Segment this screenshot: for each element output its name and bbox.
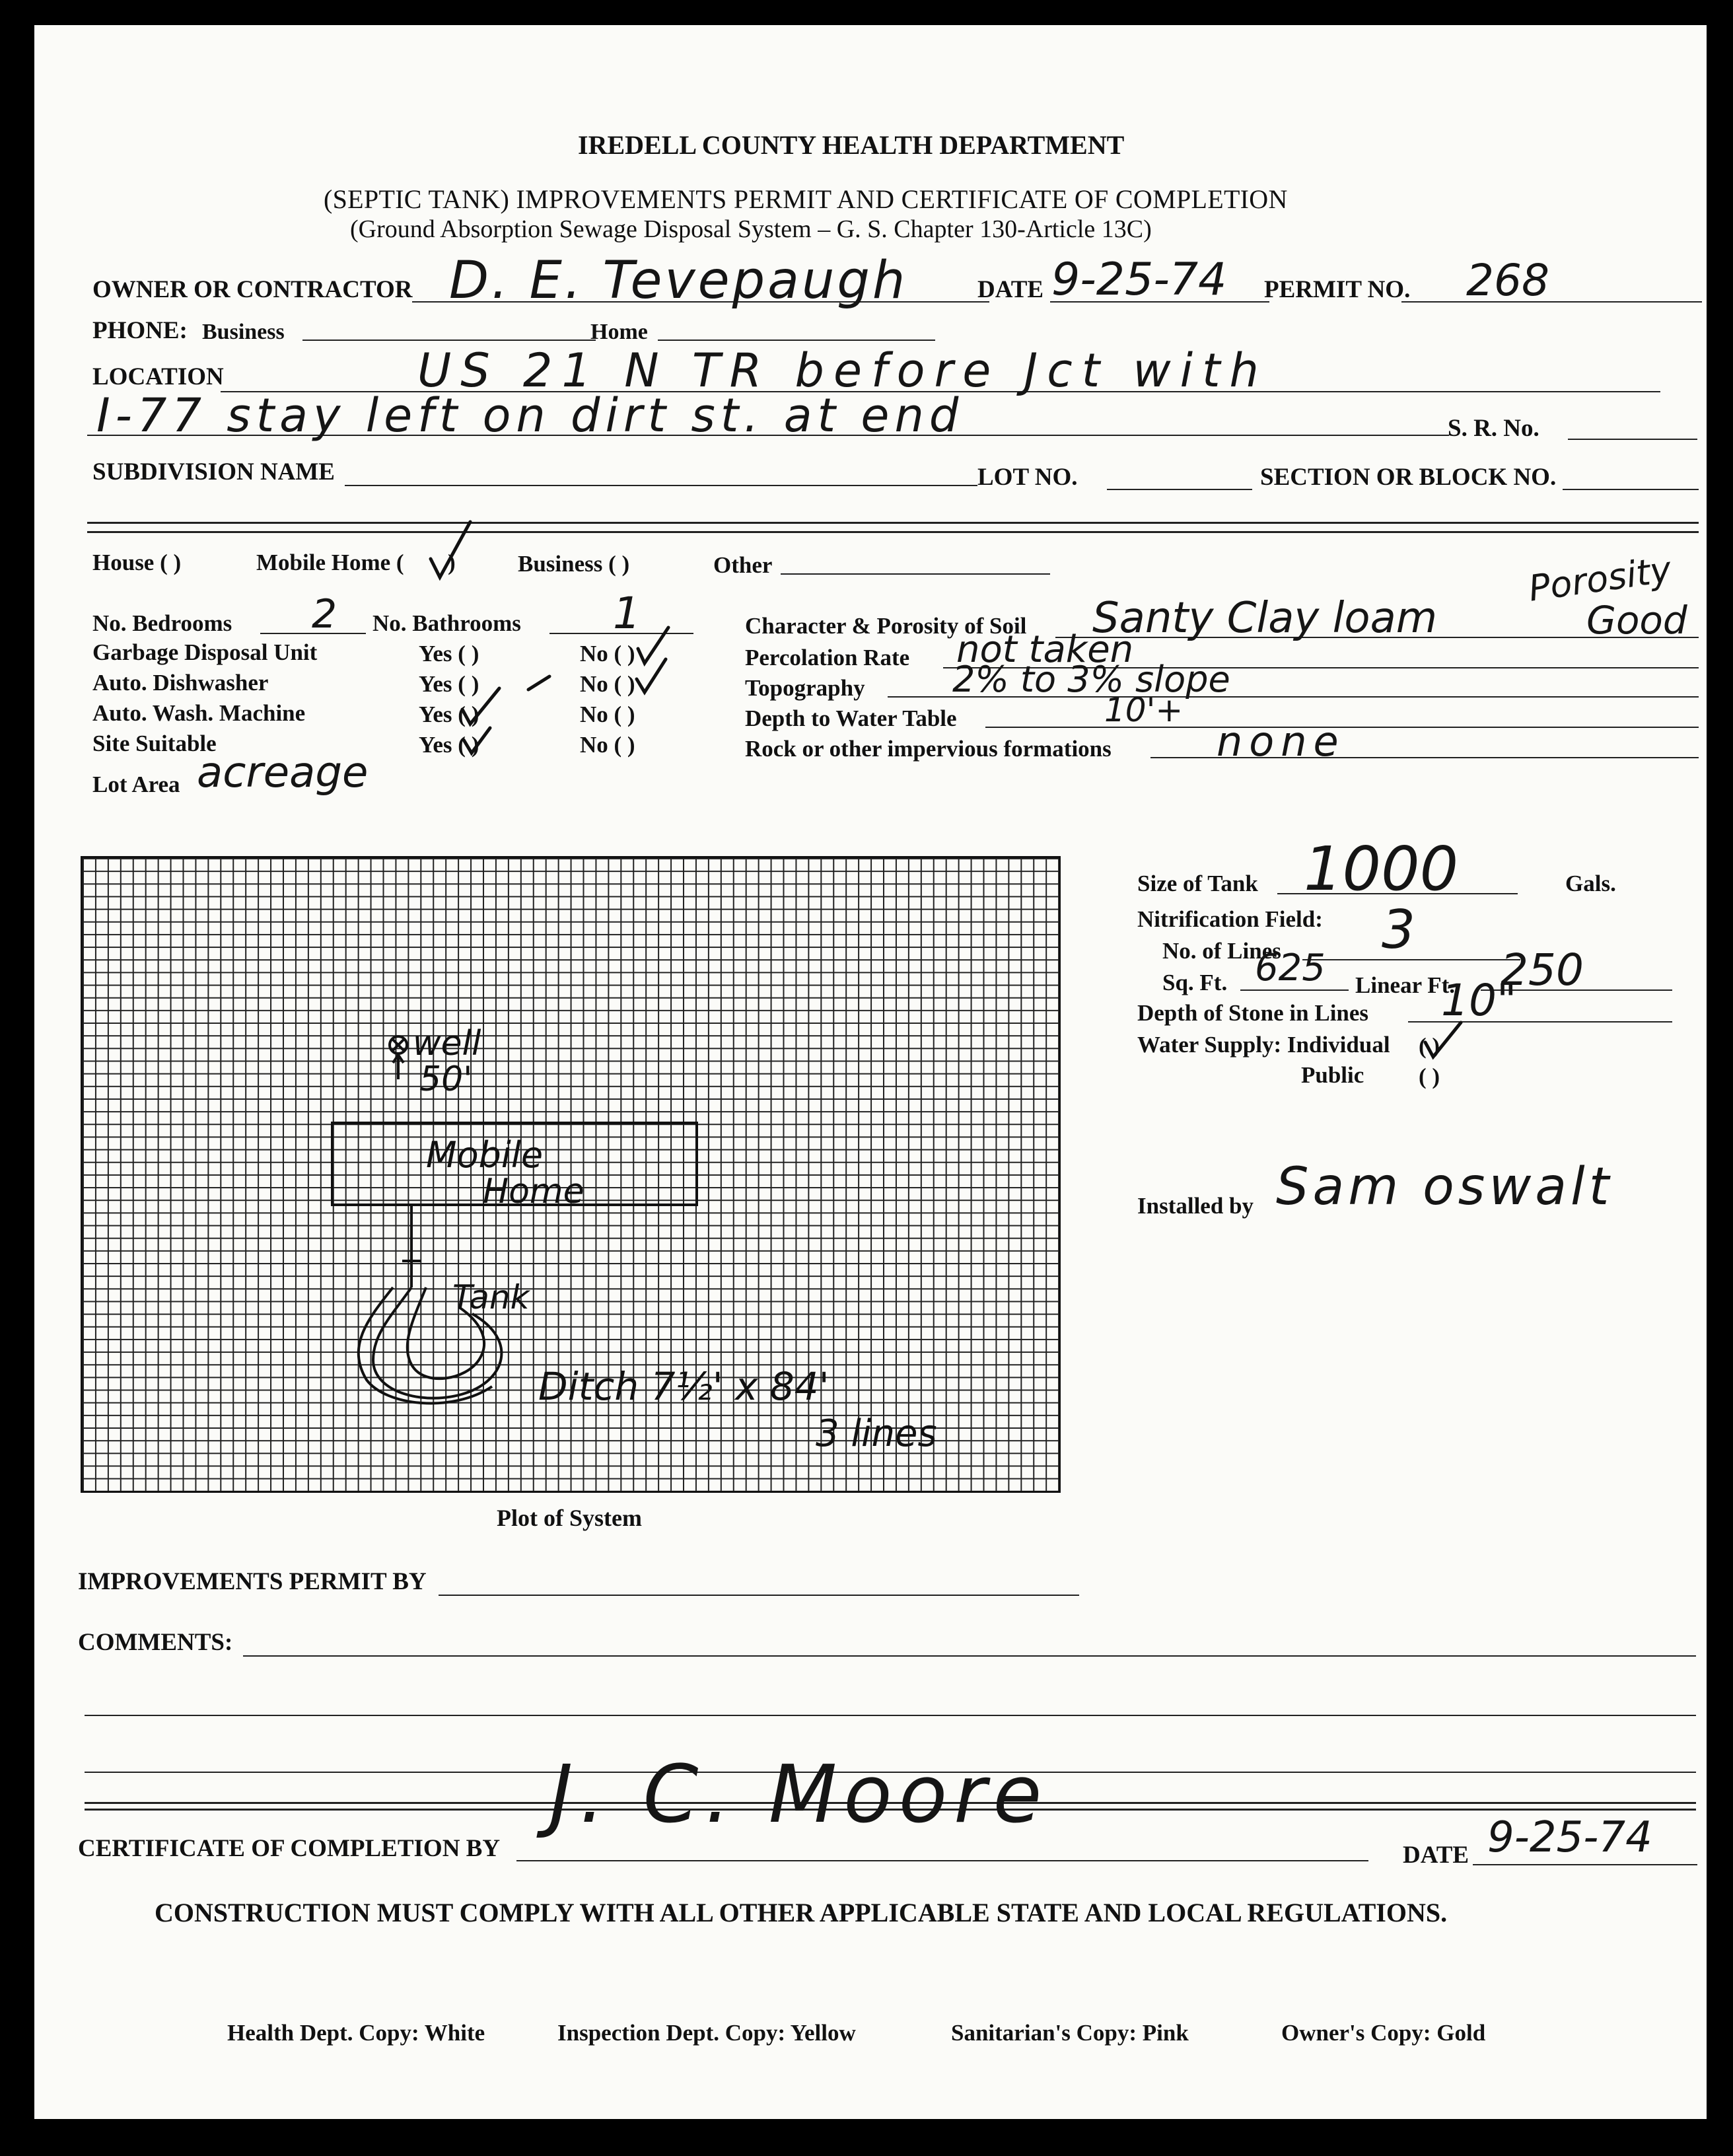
porosity-value: Good bbox=[1586, 598, 1687, 643]
business-option: Business ( ) bbox=[518, 551, 630, 577]
other-line bbox=[781, 573, 1050, 575]
mobile-home-close: ) bbox=[448, 550, 456, 575]
permit-label: PERMIT NO. bbox=[1264, 276, 1411, 303]
location-value-2: I-77 stay left on dirt st. at end bbox=[96, 388, 964, 443]
site-suitable-no: No ( ) bbox=[580, 732, 635, 758]
dishwasher-no-check-icon bbox=[637, 659, 666, 692]
site-suitable-yes: Yes ( ) bbox=[419, 732, 479, 758]
permit-value: 268 bbox=[1466, 255, 1549, 306]
porosity-note: Porosity bbox=[1526, 548, 1674, 610]
linear-value: 250 bbox=[1501, 945, 1584, 995]
nitrification-label: Nitrification Field: bbox=[1137, 906, 1323, 932]
copy-owner: Owner's Copy: Gold bbox=[1281, 2020, 1486, 2046]
comments-line-1 bbox=[243, 1655, 1696, 1657]
dishwasher-stray-mark-icon bbox=[528, 676, 549, 690]
water-individual-box: ( ) bbox=[1419, 1033, 1440, 1059]
phone-home-line bbox=[658, 340, 935, 341]
topography-label: Topography bbox=[745, 675, 865, 701]
phone-business-label: Business bbox=[202, 320, 285, 344]
garbage-disposal-yes: Yes ( ) bbox=[419, 641, 479, 666]
copy-health-dept: Health Dept. Copy: White bbox=[227, 2020, 485, 2046]
copy-sanitarian: Sanitarian's Copy: Pink bbox=[951, 2020, 1189, 2046]
tank-size-value: 1000 bbox=[1304, 834, 1459, 904]
dishwasher-label: Auto. Dishwasher bbox=[92, 670, 269, 696]
plot-grid bbox=[81, 856, 1061, 1493]
certificate-date-value: 9-25-74 bbox=[1487, 1813, 1652, 1862]
certificate-date-label: DATE bbox=[1403, 1842, 1469, 1869]
comments-line-2 bbox=[85, 1715, 1696, 1716]
sr-label: S. R. No. bbox=[1448, 415, 1539, 442]
subdivision-line bbox=[345, 485, 977, 486]
section-line bbox=[1563, 489, 1699, 490]
garbage-disposal-label: Garbage Disposal Unit bbox=[92, 639, 318, 665]
sqft-line bbox=[1240, 989, 1349, 991]
form-title: (SEPTIC TANK) IMPROVEMENTS PERMIT AND CERTIFICATE OF COMPLETION bbox=[324, 184, 1288, 214]
phone-label: PHONE: bbox=[92, 317, 188, 344]
sketch-tank-label: Tank bbox=[452, 1278, 530, 1316]
linear-label: Linear Ft. bbox=[1355, 972, 1456, 998]
mobile-home-option: Mobile Home ( bbox=[256, 550, 404, 575]
certificate-label: CERTIFICATE OF COMPLETION BY bbox=[78, 1835, 501, 1862]
plot-caption: Plot of System bbox=[497, 1505, 642, 1531]
rock-label: Rock or other impervious formations bbox=[745, 736, 1112, 762]
certificate-signature: J. C. Moore bbox=[549, 1749, 1049, 1841]
permit-by-label: IMPROVEMENTS PERMIT BY bbox=[78, 1568, 427, 1595]
bedrooms-label: No. Bedrooms bbox=[92, 610, 232, 636]
department-heading: IREDELL COUNTY HEALTH DEPARTMENT bbox=[578, 130, 1125, 160]
lot-area-value: acreage bbox=[197, 748, 369, 797]
rock-value: none bbox=[1217, 717, 1345, 766]
wash-machine-yes: Yes ( ) bbox=[419, 701, 479, 727]
sketch-ditch-label: Ditch 7½' x 84' bbox=[538, 1364, 830, 1409]
copy-inspection-dept: Inspection Dept. Copy: Yellow bbox=[557, 2020, 856, 2046]
wash-machine-label: Auto. Wash. Machine bbox=[92, 700, 306, 726]
percolation-value: not taken bbox=[956, 628, 1134, 671]
certificate-line bbox=[516, 1860, 1368, 1861]
tank-size-label: Size of Tank bbox=[1137, 871, 1258, 896]
garbage-disposal-no: No ( ) bbox=[580, 641, 635, 666]
house-option: House ( ) bbox=[92, 550, 182, 575]
section-label: SECTION OR BLOCK NO. bbox=[1260, 464, 1557, 491]
permit-form bbox=[34, 25, 1707, 2119]
owner-label: OWNER OR CONTRACTOR bbox=[92, 276, 413, 303]
topography-value: 2% to 3% slope bbox=[952, 659, 1230, 700]
owner-value: D. E. Tevepaugh bbox=[449, 251, 908, 310]
sketch-distance-label: 50' bbox=[419, 1060, 473, 1099]
other-label: Other bbox=[713, 552, 773, 578]
permit-by-line bbox=[439, 1595, 1079, 1596]
wash-machine-no: No ( ) bbox=[580, 701, 635, 727]
date-value: 9-25-74 bbox=[1051, 254, 1227, 306]
lines-line bbox=[1302, 959, 1520, 960]
sketch-home-label: Mobile bbox=[426, 1134, 544, 1176]
phone-business-line bbox=[302, 340, 596, 341]
subdivision-label: SUBDIVISION NAME bbox=[92, 458, 335, 485]
percolation-label: Percolation Rate bbox=[745, 645, 910, 670]
public-box: ( ) bbox=[1419, 1063, 1440, 1089]
lot-area-label: Lot Area bbox=[92, 772, 180, 797]
soil-character-label: Character & Porosity of Soil bbox=[745, 613, 1027, 639]
sketch-lines-label: 3 lines bbox=[816, 1412, 937, 1455]
regulations-notice: CONSTRUCTION MUST COMPLY WITH ALL OTHER APPLICABLE STATE AND LOCAL REGULATIONS. bbox=[155, 1898, 1448, 1927]
bathrooms-value: 1 bbox=[613, 588, 641, 639]
tank-unit: Gals. bbox=[1565, 871, 1616, 896]
lines-label: No. of Lines bbox=[1162, 938, 1281, 964]
public-label: Public bbox=[1301, 1062, 1364, 1088]
lot-line bbox=[1107, 489, 1252, 490]
permit-line bbox=[1401, 301, 1702, 303]
distance-arrow-icon bbox=[393, 1055, 404, 1079]
sqft-value: 625 bbox=[1255, 947, 1326, 989]
comments-label: COMMENTS: bbox=[78, 1629, 233, 1656]
water-table-label: Depth to Water Table bbox=[745, 705, 957, 731]
water-supply-label: Water Supply: Individual bbox=[1137, 1032, 1390, 1058]
bedrooms-value: 2 bbox=[312, 591, 337, 637]
dishwasher-no: No ( ) bbox=[580, 671, 635, 697]
installed-by-value: Sam oswalt bbox=[1276, 1157, 1613, 1217]
divider-rule bbox=[87, 522, 1699, 524]
phone-home-label: Home bbox=[590, 320, 648, 344]
installed-by-label: Installed by bbox=[1137, 1193, 1254, 1219]
sr-line bbox=[1568, 439, 1697, 440]
stone-depth-value: 10" bbox=[1441, 975, 1517, 1026]
site-suitable-label: Site Suitable bbox=[92, 731, 217, 756]
location-label: LOCATION bbox=[92, 363, 224, 390]
soil-character-value: Santy Clay loam bbox=[1092, 594, 1438, 643]
certificate-date-line bbox=[1473, 1864, 1697, 1865]
nitrification-value: 3 bbox=[1382, 899, 1415, 960]
water-table-value: 10'+ bbox=[1104, 691, 1184, 729]
sketch-home-label-2: Home bbox=[483, 1172, 584, 1211]
location-value-1: US 21 N TR before Jct with bbox=[417, 343, 1268, 398]
sqft-label: Sq. Ft. bbox=[1162, 970, 1228, 995]
date-label: DATE bbox=[977, 276, 1044, 303]
bathrooms-label: No. Bathrooms bbox=[372, 610, 521, 636]
lot-label: LOT NO. bbox=[977, 464, 1078, 491]
sketch-well-label: well bbox=[413, 1024, 481, 1063]
form-subtitle: (Ground Absorption Sewage Disposal System – G. S. Chapter 130-Article 13C) bbox=[350, 215, 1152, 243]
divider-rule bbox=[87, 531, 1699, 533]
dishwasher-yes: Yes ( ) bbox=[419, 671, 479, 697]
stone-depth-label: Depth of Stone in Lines bbox=[1137, 1000, 1369, 1026]
site-sketch bbox=[83, 858, 1059, 1491]
